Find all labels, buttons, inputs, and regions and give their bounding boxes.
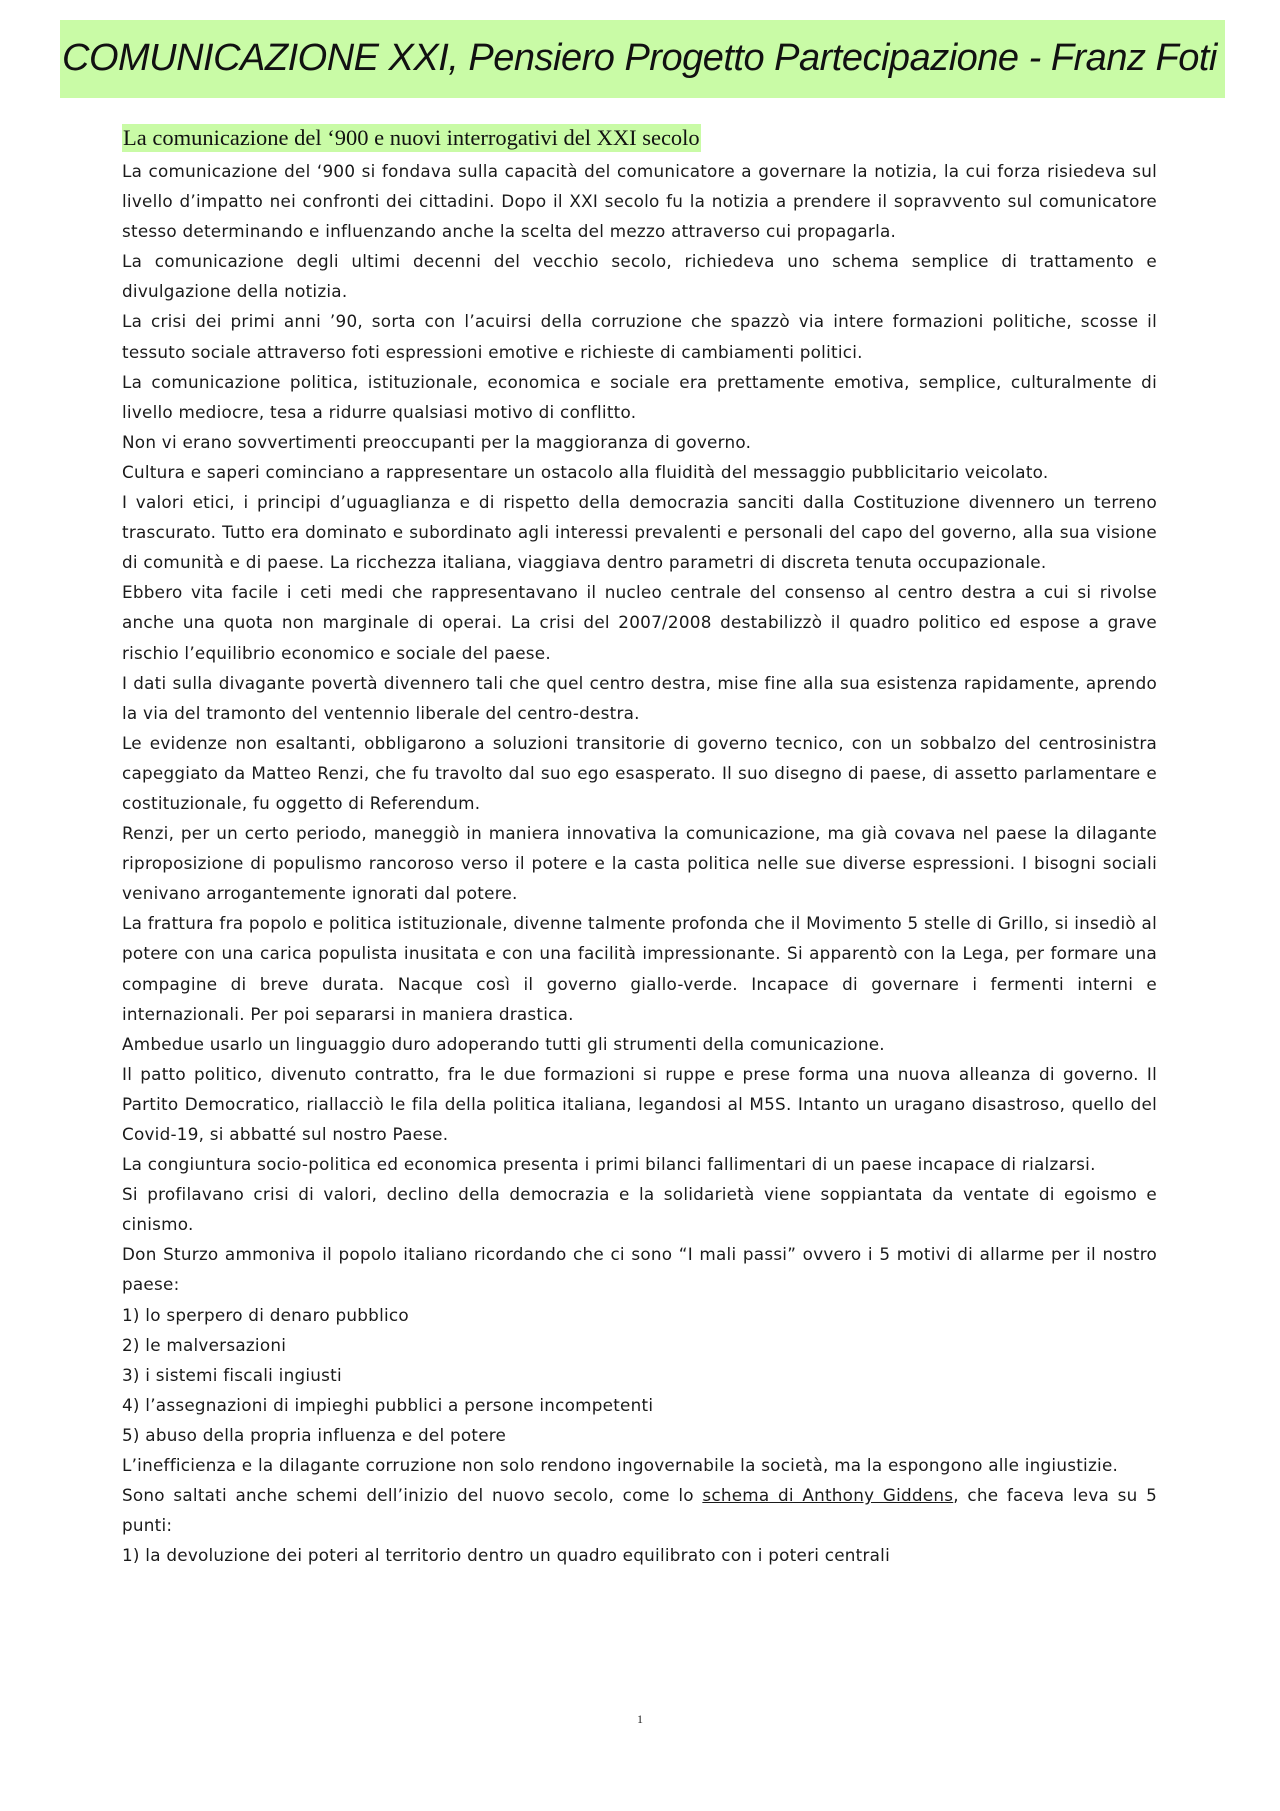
paragraph: Si profilavano crisi di valori, declino della democrazia e la solidarietà viene soppiantata da ventate di egoismo e cinismo. xyxy=(122,1184,1157,1235)
giddens-prefix: Sono saltati anche schemi dell’inizio del nuovo secolo, come lo xyxy=(122,1485,703,1506)
paragraph-list xyxy=(122,156,1157,1570)
giddens-suffix: , che faceva leva su 5 punti: xyxy=(122,1485,1158,1536)
paragraph: Le evidenze non esaltanti, obbligarono a soluzioni transitorie di governo tecnico, con un sobbalzo del centrosinistra capeggiato da Matteo Renzi, che fu travolto dal suo ego esasperato. Il suo disegno di paese, di assetto parlamentare e costituzionale, fu oggetto di Referendum. xyxy=(122,732,1157,813)
paragraph: Cultura e saperi cominciano a rappresentare un ostacolo alla fluidità del messaggio pubblicitario veicolato. xyxy=(122,461,1049,482)
document-title: COMUNICAZIONE XXI, Pensiero Progetto Partecipazione - Franz Foti xyxy=(62,37,1217,79)
paragraph: Il patto politico, divenuto contratto, fra le due formazioni si ruppe e prese forma una nuova alleanza di governo. Il Partito Democratico, riallacciò le fila della politica italiana, legandosi al M5S. Intanto un uragano disastroso, quello del Covid-19, si abbatté sul nostro Paese. xyxy=(122,1063,1157,1144)
paragraph: La comunicazione del ‘900 si fondava sulla capacità del comunicatore a governare la notizia, la cui forza risiedeva sul livello d’impatto nei confronti dei cittadini. Dopo il XXI secolo fu la notizia a prendere il sopravvento sul comunicatore stesso determinando e influenzando anche la scelta del mezzo attraverso cui propagarla. xyxy=(122,161,1157,242)
list-item: 5) abuso della propria influenza e del potere xyxy=(122,1424,507,1445)
document-body xyxy=(122,124,1157,1570)
section-heading: La comunicazione del ‘900 e nuovi interrogativi del XXI secolo xyxy=(123,125,700,150)
paragraph: L’inefficienza e la dilagante corruzione non solo rendono ingovernabile la società, ma la espongono alle ingiustizie. xyxy=(122,1455,1119,1476)
paragraph: Non vi erano sovvertimenti preoccupanti per la maggioranza di governo. xyxy=(122,431,752,452)
paragraph: La comunicazione degli ultimi decenni del vecchio secolo, richiedeva uno schema semplice di trattamento e divulgazione della notizia. xyxy=(122,251,1157,302)
list-item: 4) l’assegnazioni di impieghi pubblici a persone incompetenti xyxy=(122,1394,654,1415)
page-number: 1 xyxy=(637,1712,643,1726)
list-item: 1) la devoluzione dei poteri al territorio dentro un quadro equilibrato con i poteri centrali xyxy=(122,1545,890,1566)
giddens-link[interactable]: schema di Anthony Giddens xyxy=(702,1485,954,1506)
list-item: 2) le malversazioni xyxy=(122,1334,287,1355)
paragraph: Don Sturzo ammoniva il popolo italiano ricordando che ci sono “I mali passi” ovvero i 5 motivi di allarme per il nostro paese: xyxy=(122,1244,1157,1295)
paragraph: Renzi, per un certo periodo, maneggiò in maniera innovativa la comunicazione, ma già covava nel paese la dilagante riproposizione di populismo rancoroso verso il potere e la casta politica nelle sue diverse espressioni. I bisogni sociali venivano arrogantemente ignorati dal potere. xyxy=(122,823,1157,904)
paragraph: Ebbero vita facile i ceti medi che rappresentavano il nucleo centrale del consenso al centro destra a cui si rivolse anche una quota non marginale di operai. La crisi del 2007/2008 destabilizzò il quadro politico ed espose a grave rischio l’equilibrio economico e sociale del paese. xyxy=(122,582,1157,663)
list-item: 1) lo sperpero di denaro pubblico xyxy=(122,1304,409,1325)
paragraph: La frattura fra popolo e politica istituzionale, divenne talmente profonda che il Movimento 5 stelle di Grillo, si insediò al potere con una carica populista inusitata e con una facilità impressionante. Si apparentò con la Lega, per formare una compagine di breve durata. Nacque così il governo giallo-verde. Incapace di governare i fermenti interni e internazionali. Per poi separarsi in maniera drastica. xyxy=(122,913,1157,1024)
paragraph-giddens xyxy=(122,1480,1157,1540)
paragraph: I dati sulla divagante povertà divennero tali che quel centro destra, mise fine alla sua esistenza rapidamente, aprendo la via del tramonto del ventennio liberale del centro-destra. xyxy=(122,672,1157,723)
paragraph: La crisi dei primi anni ’90, sorta con l’acuirsi della corruzione che spazzò via intere formazioni politiche, scosse il tessuto sociale attraverso foti espressioni emotive e richieste di cambiamenti politici. xyxy=(122,311,1157,362)
list-item: 3) i sistemi fiscali ingiusti xyxy=(122,1364,342,1385)
paragraph: I valori etici, i principi d’uguaglianza e di rispetto della democrazia sanciti dalla Costituzione divennero un terreno trascurato. Tutto era dominato e subordinato agli interessi prevalenti e personali del capo del governo, alla sua visione di comunità e di paese. La ricchezza italiana, viaggiava dentro parametri di discreta tenuta occupazionale. xyxy=(122,492,1157,573)
paragraph: La congiuntura socio-politica ed economica presenta i primi bilanci fallimentari di un paese incapace di rialzarsi. xyxy=(122,1154,1096,1175)
paragraph: La comunicazione politica, istituzionale, economica e sociale era prettamente emotiva, semplice, culturalmente di livello mediocre, tesa a ridurre qualsiasi motivo di conflitto. xyxy=(122,371,1157,422)
paragraph: Ambedue usarlo un linguaggio duro adoperando tutti gli strumenti della comunicazione. xyxy=(122,1033,885,1054)
title-banner xyxy=(60,20,1225,98)
